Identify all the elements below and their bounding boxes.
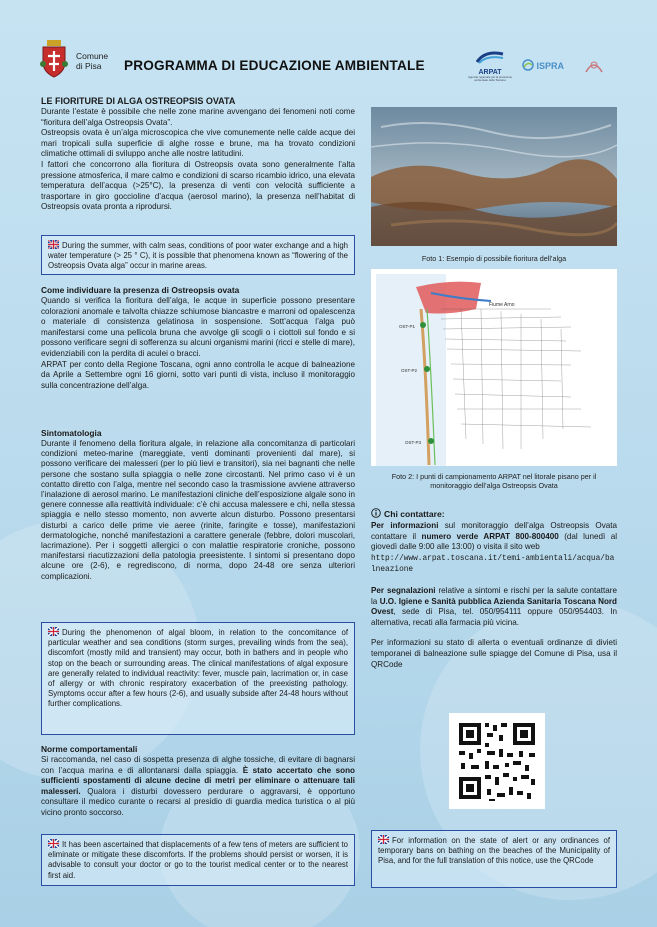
section4-title: Norme comportamentali bbox=[41, 744, 138, 754]
section4-p1-bold: È stato accertato che sono sufficienti spostamenti di alcune decine di metri per eliminare o attenuare tali malesseri. bbox=[41, 765, 355, 796]
map-label-p3: OST-P3 bbox=[405, 440, 422, 445]
contact-title bbox=[371, 508, 617, 519]
regional-emblem-icon bbox=[582, 56, 606, 76]
uk-flag-icon bbox=[378, 835, 389, 844]
arpat-logo bbox=[468, 50, 512, 90]
program-title: PROGRAMMA DI EDUCAZIONE AMBIENTALE bbox=[124, 58, 425, 73]
section1-p3: I fattori che concorrono alla fioritura di Ostreopsis ovata sono generalmente l’alta pressione atmosferica, il mare calmo e condizioni di scarso ricambio idrico, una elevata temperatura dell’acqua (>25°C), la presenza di venti con velocità sufficiente a trasportare in giro goccioline d’acqua (aerosol marino), la presenza nell’habitat di Ostreopsis ovata pronta a riprodursi. bbox=[41, 159, 355, 212]
arpat-website-link[interactable]: http://www.arpat.toscana.it/temi-ambientali/acqua/balneazione bbox=[371, 554, 615, 575]
section4 bbox=[41, 744, 355, 819]
english-box-1 bbox=[41, 235, 355, 275]
section4-p1-c: Qualora i disturbi dovessero perdurare o aggravarsi, è opportuno consultare il medico curante o recarsi al presidio di guardia medica turistica o al più vicino pronto soccorso. bbox=[41, 786, 355, 817]
english-box-3 bbox=[41, 834, 355, 886]
contact-title-text: Chi contattare: bbox=[384, 509, 445, 519]
section3-title: Sintomatologia bbox=[41, 428, 102, 438]
ispra-logo-text: ISPRA bbox=[536, 61, 565, 71]
algae-bloom-photo bbox=[371, 107, 617, 246]
info-icon bbox=[371, 508, 381, 518]
contact-section bbox=[371, 508, 617, 670]
section4-p1-a: Si raccomanda, nel caso di sospetta presenza di alghe tossiche, di evitare di bagnarsi con l’acqua marina e di allontanarsi dalla spiaggia. bbox=[41, 755, 355, 775]
photo2-caption: Foto 2: I punti di campionamento ARPAT nel litorale pisano per il monitoraggio dell’alga Ostreopsis Ovata bbox=[391, 472, 597, 490]
english-box-4 bbox=[371, 830, 617, 888]
left-column bbox=[41, 96, 355, 213]
section3-p1: Durante il fenomeno della fioritura algale, in relazione alla concomitanza di particolari condizioni meteo-marine (mareggiate, venti dominanti provenienti dal mare), si possono verificare dei malesseri (per lo più lievi e transitori), sia nei bagnanti che nelle persone che sostano sulla spiaggia o nelle zone circostanti. Nel primo caso vi è un contatto diretto con l’alga, mentre nel secondo caso la trasmissione avviene attraverso l’inalazione di aerosol marino. Le manifestazioni cliniche dell’esposizione algale sono in genere connesse alla reattività individuale: c’è chi accusa malessere e chi, nella stessa spiaggia e nello stesso momento, non avverte alcun disturbo. Possono presentarsi disturbi a carico delle prime vie aeree (rinite, faringite e tosse), manifestazioni dermatologiche, nonché manifestazioni a carattere generale (febbre, dolori muscolari, lacrimazione). Per i soggetti allergici o con malattie respiratorie croniche, possono manifestarsi riacutizzazioni della patologia preesistente. I sintomi si presentano dopo alcune ore (2-6), e regrediscono, di norma, dopo 24-48 ore senza ulteriori complicazioni. bbox=[41, 439, 355, 581]
english-box-2-text: During the phenomenon of algal bloom, in relation to the concomitance of particular weather and sea conditions (storm surges, prevailing winds from the sea), discomfort (mostly mild and transient) may occur, both in bathers and in people who stop on the beach or surrounding areas. The clinical manifestations of algal exposure are generally related to individual reactivity: fever, muscle pain, lacrimation or, in case of allergy or with chronic respiratory exacerbation of the preexisting pathology. Symptoms occur after a few hours (2-6), and usually subside after 24-48 hours without further complications. bbox=[48, 628, 348, 709]
contact-p1-a: Per informazioni bbox=[371, 521, 439, 530]
map-label-p1: OST-P1 bbox=[399, 324, 416, 329]
contact-p1-b: sul monitoraggio dell’alga Ostreopsis Ovata contattare il bbox=[371, 521, 617, 541]
section2-p1: Quando si verifica la fioritura dell’alga, le acque in superficie possono presentare colorazioni anomale e talvolta chiazze schiumose biancastre e marroni od opalescenza o materiale di consistenza gelatinosa in sospensione. Sott’acqua l’alga può manifestarsi come una pellicola bruna che avvolge gli scogli o i ciottoli sul fondo e si possono verificare segni di sofferenza su alcuni organismi marini (ricci e stelle di mare), evidenziabili con la perdita di aculei o bracci. bbox=[41, 296, 355, 358]
qr-code[interactable] bbox=[449, 713, 545, 809]
arpat-logo-text: ARPAT bbox=[478, 69, 502, 76]
sampling-points-map bbox=[371, 269, 617, 466]
photo1-caption: Foto 1: Esempio di possibile fioritura dell’alga bbox=[421, 254, 567, 263]
comune-line2: di Pisa bbox=[76, 61, 102, 71]
english-box-1-text: During the summer, with calm seas, conditions of poor water exchange and a high water temperature (> 25 ° C), it is possible that phenomena known as “flowering of the Ostreopsis Ovata alga” occur in marine areas. bbox=[48, 241, 348, 271]
arpat-logo-subtitle: Agenzia regionale per la protezione ambientale della Toscana bbox=[468, 75, 513, 82]
ispra-logo bbox=[522, 59, 564, 71]
arpat-wave-icon bbox=[475, 50, 505, 64]
ispra-icon bbox=[522, 59, 534, 71]
contact-p2-a: Per segnalazioni bbox=[371, 585, 436, 595]
contact-p3: Per informazioni su stato di allerta o eventuali ordinanze di divieti temporanei di balneazione sulle spiagge del Comune di Pisa, usa il QRCode bbox=[371, 638, 617, 669]
section1-title: LE FIORITURE DI ALGA OSTREOPSIS OVATA bbox=[41, 96, 236, 106]
map-label-fiume: Fiume Arno bbox=[489, 302, 515, 308]
contact-p2 bbox=[371, 586, 617, 628]
contact-p1-c: numero verde ARPAT 800-800400 bbox=[421, 531, 559, 541]
comune-label bbox=[76, 51, 108, 71]
pisa-crest-icon bbox=[40, 40, 68, 78]
uk-flag-icon bbox=[48, 839, 59, 848]
header bbox=[0, 0, 657, 92]
contact-p2-c: U.O. Igiene e Sanità pubblica Azienda Sanitaria Toscana Nord Ovest bbox=[371, 596, 617, 617]
english-box-4-text: For information on the state of alert or any ordinances of temporary bans on bathing on the beaches of the Municipality of Pisa, and for the full translation of this notice, use the QRCode bbox=[378, 836, 610, 866]
contact-p2-d: , sede di Pisa, tel. 050/954111 oppure 050/954403. In alternativa, recati alla farmacia più vicina. bbox=[371, 607, 617, 627]
uk-flag-icon bbox=[48, 627, 59, 636]
english-box-3-text: It has been ascertained that displacements of a few tens of meters are sufficient to eliminate or mitigate these discomforts. If the problems should persist or worsen, it is advisable to consult your doctor or go to the tourist medical center or to the nearest first aid. bbox=[48, 840, 348, 880]
contact-p1-d: (dal lunedì al giovedì dalle 9:00 alle 13:00) o visita il sito web bbox=[371, 531, 617, 552]
section2 bbox=[41, 285, 355, 391]
uk-flag-icon bbox=[48, 240, 59, 249]
map-label-p2: OST-P2 bbox=[401, 368, 418, 373]
section4-p1 bbox=[41, 755, 355, 819]
section2-title: Come individuare la presenza di Ostreopsis ovata bbox=[41, 285, 240, 295]
section1-p1: Durante l’estate è possibile che nelle zone marine avvengano dei fenomeni noti come “fioritura dell’alga Ostreopsis Ovata”. bbox=[41, 107, 355, 127]
section3 bbox=[41, 428, 355, 582]
contact-p2-b: relative a sintomi e rischi per la salute contattare la bbox=[371, 585, 617, 606]
english-box-2 bbox=[41, 622, 355, 735]
comune-line1: Comune bbox=[76, 51, 109, 61]
section2-p2: ARPAT per conto della Regione Toscana, ogni anno controlla le acque di balneazione da Aprile a Settembre ogni 16 giorni, sotto vari punti di vista, incluso il monitoraggio sulla concentrazione dell’alga. bbox=[41, 359, 355, 390]
contact-p1 bbox=[371, 521, 617, 576]
section1-p2: Ostreopsis ovata è un’alga microscopica che vive comunemente nelle calde acque dei mari tropicali sulla superficie di alghe rosse e brune, ma ha trovato condizioni climatiche ottimali di sviluppo anche alle nostre latitudini. bbox=[41, 128, 355, 159]
